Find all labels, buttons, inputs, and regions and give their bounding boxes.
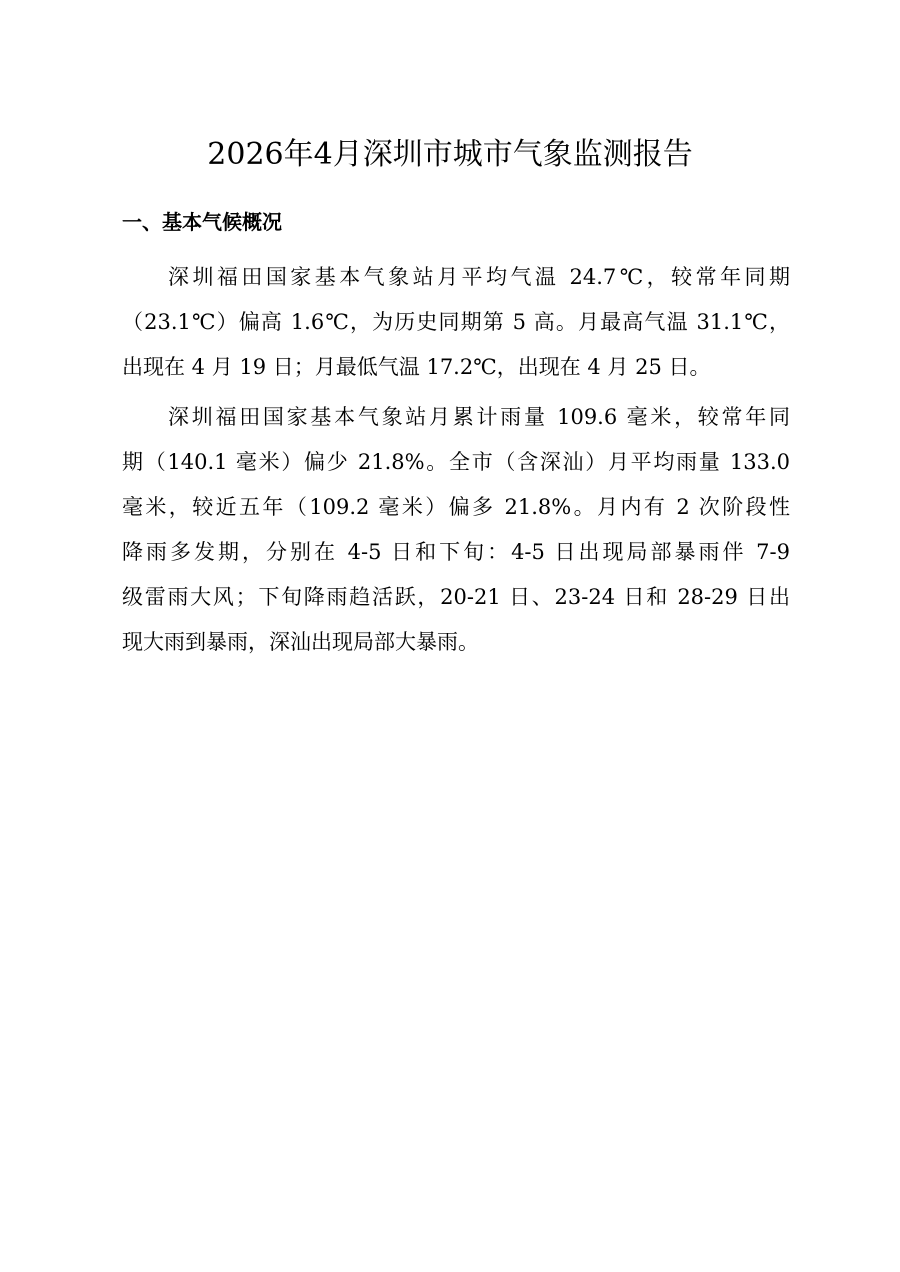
section-heading: 一、基本气候概况 (122, 210, 282, 234)
paragraph-line: 深圳福田国家基本气象站月平均气温 24.7℃，较常年同期 (168, 265, 790, 289)
paragraph-temperature (122, 255, 790, 390)
paragraph-line: 期（140.1 毫米）偏少 21.8%。全市（含深汕）月平均雨量 133.0 (122, 450, 790, 474)
paragraph-line: 深圳福田国家基本气象站月累计雨量 109.6 毫米，较常年同 (168, 405, 790, 429)
paragraph-line: 出现在 4 月 19 日；月最低气温 17.2℃，出现在 4 月 25 日。 (122, 355, 711, 379)
report-title: 2026年4月深圳市城市气象监测报告 (207, 137, 693, 172)
paragraph-rainfall (122, 395, 790, 665)
paragraph-line: 毫米，较近五年（109.2 毫米）偏多 21.8%。月内有 2 次阶段性 (122, 495, 790, 519)
paragraph-line: 现大雨到暴雨，深汕出现局部大暴雨。 (122, 630, 479, 654)
paragraph-line: （23.1℃）偏高 1.6℃，为历史同期第 5 高。月最高气温 31.1℃， (122, 310, 790, 334)
paragraph-line: 降雨多发期，分别在 4-5 日和下旬：4-5 日出现局部暴雨伴 7-9 (122, 540, 790, 564)
paragraph-line: 级雷雨大风；下旬降雨趋活跃，20-21 日、23-24 日和 28-29 日出 (122, 585, 790, 609)
